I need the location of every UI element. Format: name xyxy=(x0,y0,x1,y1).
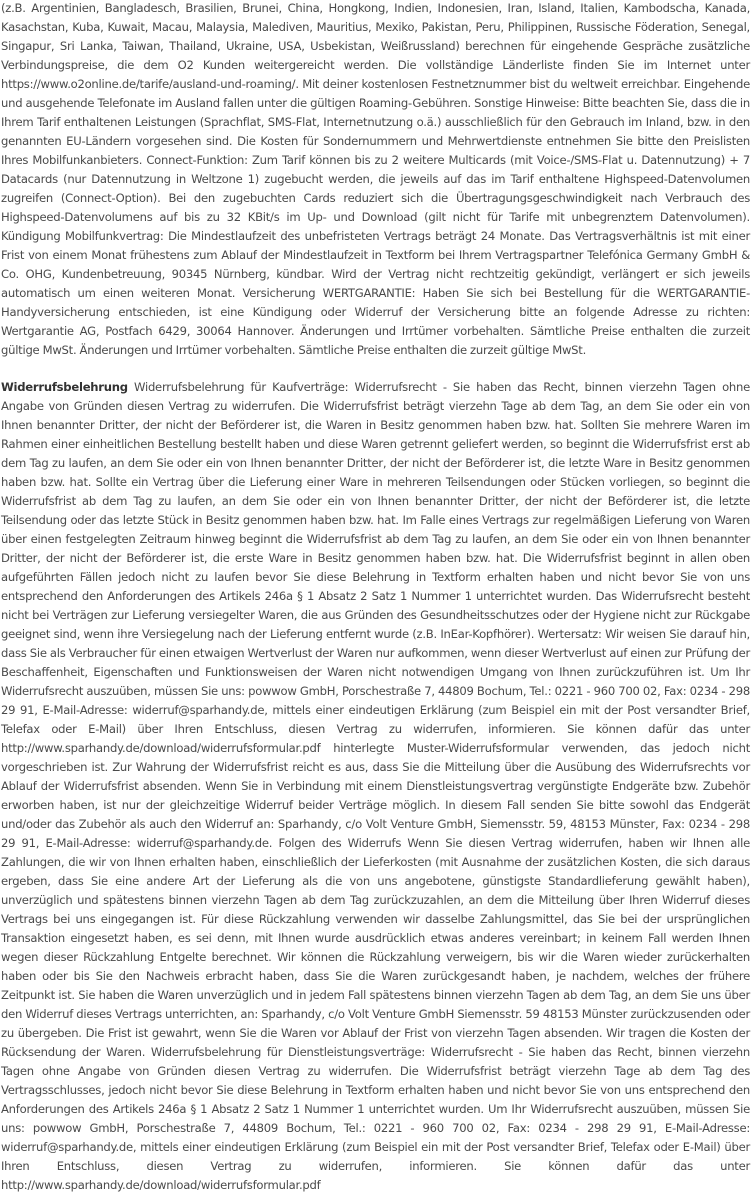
withdrawal-notice-text: Widerrufsbelehrung für Kaufverträge: Widerrufsrecht - Sie haben das Recht, binnen vierzehn Tagen ohne Angabe von Gründen diesen Vertrag zu widerrufen. Die Widerrufsfrist beträgt vierzehn Tage ab dem Tag, an dem Sie oder ein von Ihnen benannter Dritter, der nicht der Beförderer ist, die Waren in Besitz genommen haben bzw. hat. Sollten Sie mehrere Waren im Rahmen einer einheitlichen Bestellung bestellt haben und diese Waren getrennt geliefert werden, so beginnt die Widerrufsfrist erst ab dem Tag zu laufen, an dem Sie oder ein von Ihnen benannter Dritter, der nicht der Beförderer ist, die letzte Ware in Besitz genommen haben bzw. hat. Sollte ein Vertrag über die Lieferung einer Ware in mehreren Teilsendungen oder Stücken vorliegen, so beginnt die Widerrufsfrist ab dem Tag zu laufen, an dem Sie oder ein von Ihnen benannter Dritter, der nicht der Beförderer ist, die letzte Teilsendung oder das letzte Stück in Besitz genommen haben bzw. hat. Im Falle eines Vertrags zur regelmäßigen Lieferung von Waren über einen festgelegten Zeitraum hinweg beginnt die Widerrufsfrist ab dem Tag zu laufen, an dem Sie oder ein von Ihnen benannter Dritter, der nicht der Beförderer ist, die erste Ware in Besitz genommen haben bzw. hat. Die Widerrufsfrist beginnt in allen oben aufgeführten Fällen jedoch nicht zu laufen bevor Sie diese Belehrung in Textform erhalten haben und nicht bevor Sie von uns entsprechend den Anforderungen des Artikels 246a § 1 Absatz 2 Satz 1 Nummer 1 unterrichtet wurden. Das Widerrufsrecht besteht nicht bei Verträgen zur Lieferung versiegelter Waren, die aus Gründen des Gesundheitsschutzes oder der Hygiene nicht zur Rückgabe geeignet sind, wenn ihre Versiegelung nach der Lieferung entfernt wurde (z.B. InEar-Kopfhörer). Wertersatz: Wir weisen Sie darauf hin, dass Sie als Verbraucher für einen etwaigen Wertverlust der Waren nur aufkommen, wenn dieser Wertverlust auf einen zur Prüfung der Beschaffenheit, Eigenschaften und Funktionsweisen der Waren nicht notwendigen Umgang von Ihnen zurückzuführen ist. Um Ihr Widerrufsrecht auszuüben, müssen Sie uns: powwow GmbH, Porschestraße 7, 44809 Bochum, Tel.: 0221 - 960 700 02, Fax: 0234 - 298 29 91, E-Mail-Adresse: widerruf@sparhandy.de, mittels einer eindeutigen Erklärung (zum Beispiel ein mit der Post versandter Brief, Telefax oder E-Mail) über Ihren Entschluss, diesen Vertrag zu widerrufen, informieren. Sie können dafür das unter http://www.sparhandy.de/download/widerrufsformular.pdf hinterlegte Muster-Widerrufsformular verwenden, das jedoch nicht vorgeschrieben ist. Zur Wahrung der Widerrufsfrist reicht es aus, dass Sie die Mitteilung über die Ausübung des Widerrufsrechts vor Ablauf der Widerrufsfrist absenden. Wenn Sie in Verbindung mit einem Dienstleistungsvertrag vergünstigte Endgeräte bzw. Zubehör erworben haben, ist nur der gleichzeitige Widerruf beider Verträge möglich. In diesem Fall senden Sie bitte sowohl das Endgerät und/oder das Zubehör als auch den Widerruf an: Sparhandy, c/o Volt Venture GmbH, Siemensstr. 59, 48153 Münster, Fax: 0234 - 298 29 91, E-Mail-Adresse: widerruf@sparhandy.de. Folgen des Widerrufs Wenn Sie diesen Vertrag widerrufen, haben wir Ihnen alle Zahlungen, die wir von Ihnen erhalten haben, einschließlich der Lieferkosten (mit Ausnahme der zusätzlichen Kosten, die sich daraus ergeben, dass Sie eine andere Art der Lieferung als die von uns angebotene, günstigste Standardlieferung gewählt haben), unverzüglich und spätestens binnen vierzehn Tagen ab dem Tag zurückzuzahlen, an dem die Mitteilung über Ihren Widerruf dieses Vertrags bei uns eingegangen ist. Für diese Rückzahlung verwenden wir dasselbe Zahlungsmittel, das Sie bei der ursprünglichen Transaktion eingesetzt haben, es sei denn, mit Ihnen wurde ausdrücklich etwas anderes vereinbart; in keinem Fall werden Ihnen wegen dieser Rückzahlung Entgelte berechnet. Wir können die Rückzahlung verweigern, bis wir die Waren wieder zurückerhalten haben oder bis Sie den Nachweis erbracht haben, dass Sie die Waren zurückgesandt haben, je nachdem, welches der frühere Zeitpunkt ist. Sie haben die Waren unverzüglich und in jedem Fall spätestens binnen vierzehn Tagen ab dem Tag, an dem Sie uns über den Widerruf dieses Vertrags unterrichten, an: Sparhandy, c/o Volt Venture GmbH Siemensstr. 59 48153 Münster zurückzusenden oder zu übergeben. Die Frist ist gewahrt, wenn Sie die Waren vor Ablauf der Frist von vierzehn Tagen absenden. Wir tragen die Kosten der Rücksendung der Waren. Widerrufsbelehrung für Dienstleistungsverträge: Widerrufsrecht - Sie haben das Recht, binnen vierzehn Tagen ohne Angabe von Gründen diesen Vertrag zu widerrufen. Die Widerrufsfrist beträgt vierzehn Tage ab dem Tag des Vertragsschlusses, jedoch nicht bevor Sie diese Belehrung in Textform erhalten haben und nicht bevor Sie von uns entsprechend den Anforderungen des Artikels 246a § 1 Absatz 2 Satz 1 Nummer 1 unterrichtet wurden. Um Ihr Widerrufsrecht auszuüben, müssen Sie uns: powwow GmbH, Porschestraße 7, 44809 Bochum, Tel.: 0221 - 960 700 02, Fax: 0234 - 298 29 91, E-Mail-Adresse: widerruf@sparhandy.de, mittels einer eindeutigen Erklärung (zum Beispiel ein mit der Post versandter Brief, Telefax oder E-Mail) über Ihren Entschluss, diesen Vertrag zu widerrufen, informieren. Sie können dafür das unter xyxy=(1,380,750,1173)
withdrawal-notice-paragraph xyxy=(1,378,750,1195)
withdrawal-notice-title: Widerrufsbelehrung xyxy=(1,380,128,394)
tariff-notes-paragraph xyxy=(1,0,750,360)
tariff-notes-text: (z.B. Argentinien, Bangladesch, Brasilien, Brunei, China, Hongkong, Indien, Indonesien, Iran, Island, Italien, Kambodscha, Kanada, Kasachstan, Kuba, Kuwait, Macau, Malaysia, Malediven, Mauritius, Mexiko, Pakistan, Peru, Philippinen, Russische Föderation, Senegal, Singapur, Sri Lanka, Taiwan, Thailand, Ukraine, USA, Usbekistan, Weißrussland) berechnen für eingehende Gespräche zusätzliche Verbindungspreise, die dem O2 Kunden weitergereicht werden. Die vollständige Länderliste finden Sie im Internet unter https://www.o2online.de/tarife/ausland-und-roaming/. Mit deiner kostenlosen Festnetznummer bist du weltweit erreichbar. Eingehende und ausgehende Telefonate im Ausland fallen unter die gültigen Roaming-Gebühren. Sonstige Hinweise: Bitte beachten Sie, dass die in Ihrem Tarif enthaltenen Leistungen (Sprachflat, SMS-Flat, Internetnutzung o.ä.) ausschließlich für den Gebrauch im Inland, bzw. in den genannten EU-Ländern vorgesehen sind. Die Kosten für Sondernummern und Mehrwertdienste entnehmen Sie bitte den Preislisten Ihres Mobilfunkanbieters. Connect-Funktion: Zum Tarif können bis zu 2 weitere Multicards (mit Voice-/SMS-Flat u. Datennutzung) + 7 Datacards (nur Datennutzung in Weltzone 1) zugebucht werden, die jeweils auf das im Tarif enthaltene Highspeed-Datenvolumen zugreifen (Connect-Option). Bei den zugebuchten Cards reduziert sich die Übertragungsgeschwindigkeit nach Verbrauch des Highspeed-Datenvolumens auf bis zu 32 KBit/s im Up- und Download (gilt nicht für Tarife mit unbegrenztem Datenvolumen). Kündigung Mobilfunkvertrag: Die Mindestlaufzeit des unbefristeten Vertrags beträgt 24 Monate. Das Vertragsverhältnis ist mit einer Frist von einem Monat frühestens zum Ablauf der Mindestlaufzeit in Textform bei Ihrem Vertragspartner Telefónica Germany GmbH & Co. OHG, Kundenbetreuung, 90345 Nürnberg, kündbar. Wird der Vertrag nicht rechtzeitig gekündigt, verlängert er sich jeweils automatisch um einen weiteren Monat. Versicherung WERTGARANTIE: Haben Sie sich bei Bestellung für die WERTGARANTIE-Handyversicherung entschieden, ist eine Kündigung oder Widerruf der Versicherung bitte an folgende Adresse zu richten: Wertgarantie AG, Postfach 6429, 30064 Hannover. Änderungen und Irrtümer vorbehalten. Sämtliche Preise enthalten die zurzeit gültige MwSt. Änderungen und Irrtümer vorbehalten. Sämtliche Preise enthalten die zurzeit gültige MwSt. xyxy=(1,1,750,357)
withdrawal-form-link[interactable]: http://www.sparhandy.de/download/widerrufsformular.pdf xyxy=(1,1178,321,1192)
